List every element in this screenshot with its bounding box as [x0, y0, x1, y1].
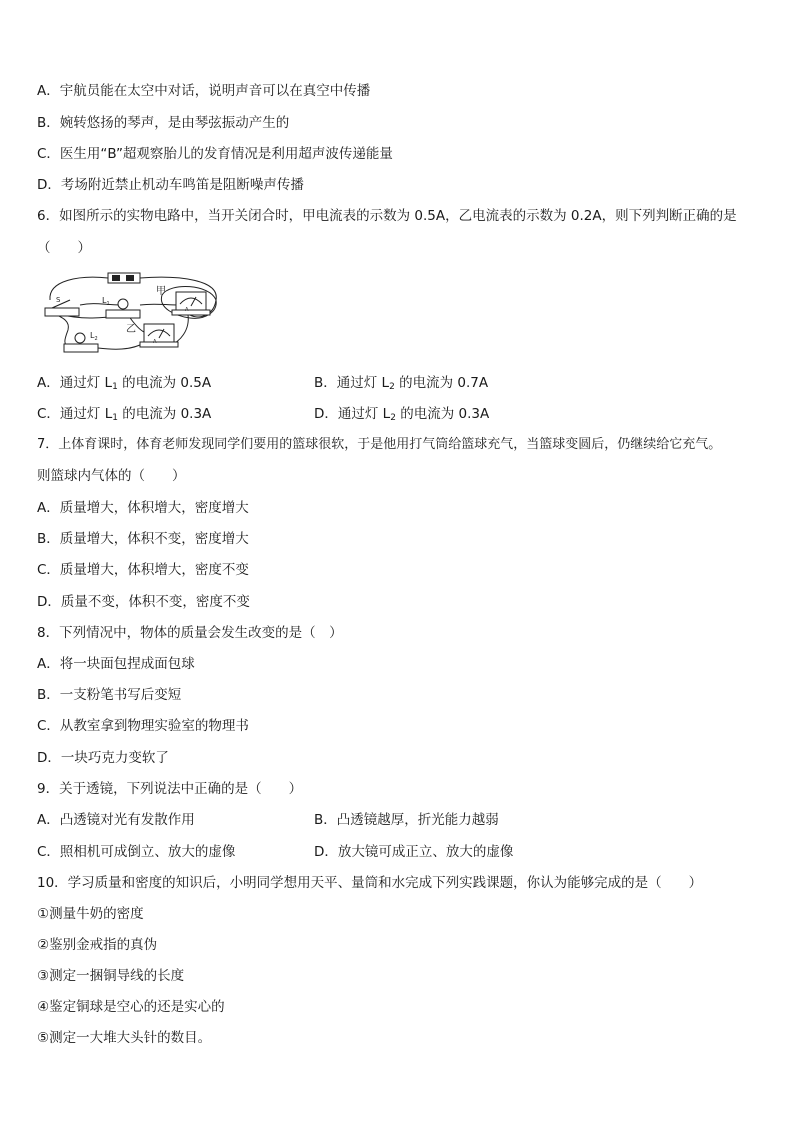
ammeter-yi-a-label: A [153, 339, 157, 345]
q10-item-3: ③测定一捆铜导线的长度 [37, 968, 185, 984]
q7-option-d: D．质量不变，体积不变，密度不变 [37, 594, 250, 610]
q6-option-d: D．通过灯 $L_2$ 的电流为 0.3A [314, 406, 490, 423]
q5-option-b: B．婉转悠扬的琴声，是由琴弦振动产生的 [37, 115, 290, 131]
q8-option-c: C．从教室拿到物理实验室的物理书 [37, 718, 249, 734]
label-s: S [56, 296, 61, 304]
q9-option-b: B．凸透镜越厚，折光能力越弱 [314, 812, 499, 828]
switch-lever [52, 300, 70, 308]
q9-option-d: D．放大镜可成正立、放大的虚像 [314, 844, 514, 860]
wire [140, 304, 178, 305]
lamp-l1-base [106, 310, 140, 318]
q6-option-b: B．通过灯 $L_2$ 的电流为 0.7A [314, 375, 489, 392]
ammeter-yi [144, 324, 174, 344]
wire [80, 304, 120, 305]
q10-stem: 10．学习质量和密度的知识后，小明同学想用天平、量筒和水完成下列实践课题，你认为能够完成的是（ ） [37, 875, 703, 891]
q8-option-d: D．一块巧克力变软了 [37, 750, 169, 766]
q10-item-1: ①测量牛奶的密度 [37, 906, 144, 922]
q9-stem: 9．关于透镜，下列说法中正确的是（ ） [37, 781, 303, 797]
battery-cell [112, 275, 120, 281]
battery-cell [126, 275, 134, 281]
label-l2: $L_2$ [90, 331, 98, 342]
ammeter-jia [176, 292, 206, 312]
wire [98, 344, 142, 349]
q7-option-a: A．质量增大，体积增大，密度增大 [37, 500, 249, 516]
q5-option-c: C．医生用“B”超观察胎儿的发育情况是利用超声波传递能量 [37, 146, 393, 162]
q7-stem-line2: 则篮球内气体的（ ） [37, 468, 186, 484]
q8-option-a: A．将一块面包捏成面包球 [37, 656, 195, 672]
q6-option-a: A．通过灯 $L_1$ 的电流为 0.5A [37, 375, 212, 392]
lamp-l2-base [64, 344, 98, 352]
q7-stem-line1: 7．上体育课时，体育老师发现同学们要用的篮球很软，于是他用打气筒给篮球充气，当篮球变圆后，仍继续给它充气。 [37, 437, 722, 452]
switch-base [45, 308, 79, 316]
q10-item-2: ②鉴别金戒指的真伪 [37, 937, 158, 953]
ammeter-jia-a-label: A [185, 307, 189, 313]
q9-option-c: C．照相机可成倒立、放大的虚像 [37, 844, 236, 860]
q10-item-4: ④鉴定铜球是空心的还是实心的 [37, 999, 225, 1015]
label-yi: 乙 [126, 324, 136, 335]
q5-option-a: A．宇航员能在太空中对话，说明声音可以在真空中传播 [37, 83, 371, 99]
q9-option-a: A．凸透镜对光有发散作用 [37, 812, 195, 828]
q6-answer-paren: （ ） [37, 240, 91, 256]
q7-option-b: B．质量增大，体积不变，密度增大 [37, 531, 249, 547]
circuit-figure [40, 270, 225, 360]
q6-option-c: C．通过灯 $L_1$ 的电流为 0.3A [37, 406, 212, 423]
q10-item-5: ⑤测定一大堆大头针的数目。 [37, 1030, 212, 1046]
q8-option-b: B．一支粉笔书写后变短 [37, 687, 182, 703]
q8-stem: 8．下列情况中，物体的质量会发生改变的是（ ） [37, 625, 343, 641]
lamp-l2-bulb [75, 333, 85, 343]
circuit-diagram [40, 270, 225, 360]
lamp-l1-bulb [118, 299, 128, 309]
q7-option-c: C．质量增大，体积增大，密度不变 [37, 562, 249, 578]
ammeter-jia-base [172, 310, 210, 315]
wire [50, 312, 70, 348]
label-l1: $L_1$ [102, 296, 110, 307]
q6-stem: 6．如图所示的实物电路中，当开关闭合时，甲电流表的示数为 0.5A，乙电流表的示数为 0.2A，则下列判断正确的是 [37, 208, 737, 224]
q5-option-d: D．考场附近禁止机动车鸣笛是阻断噪声传播 [37, 177, 304, 193]
label-jia: 甲 [156, 286, 166, 297]
ammeter-yi-base [140, 342, 178, 347]
